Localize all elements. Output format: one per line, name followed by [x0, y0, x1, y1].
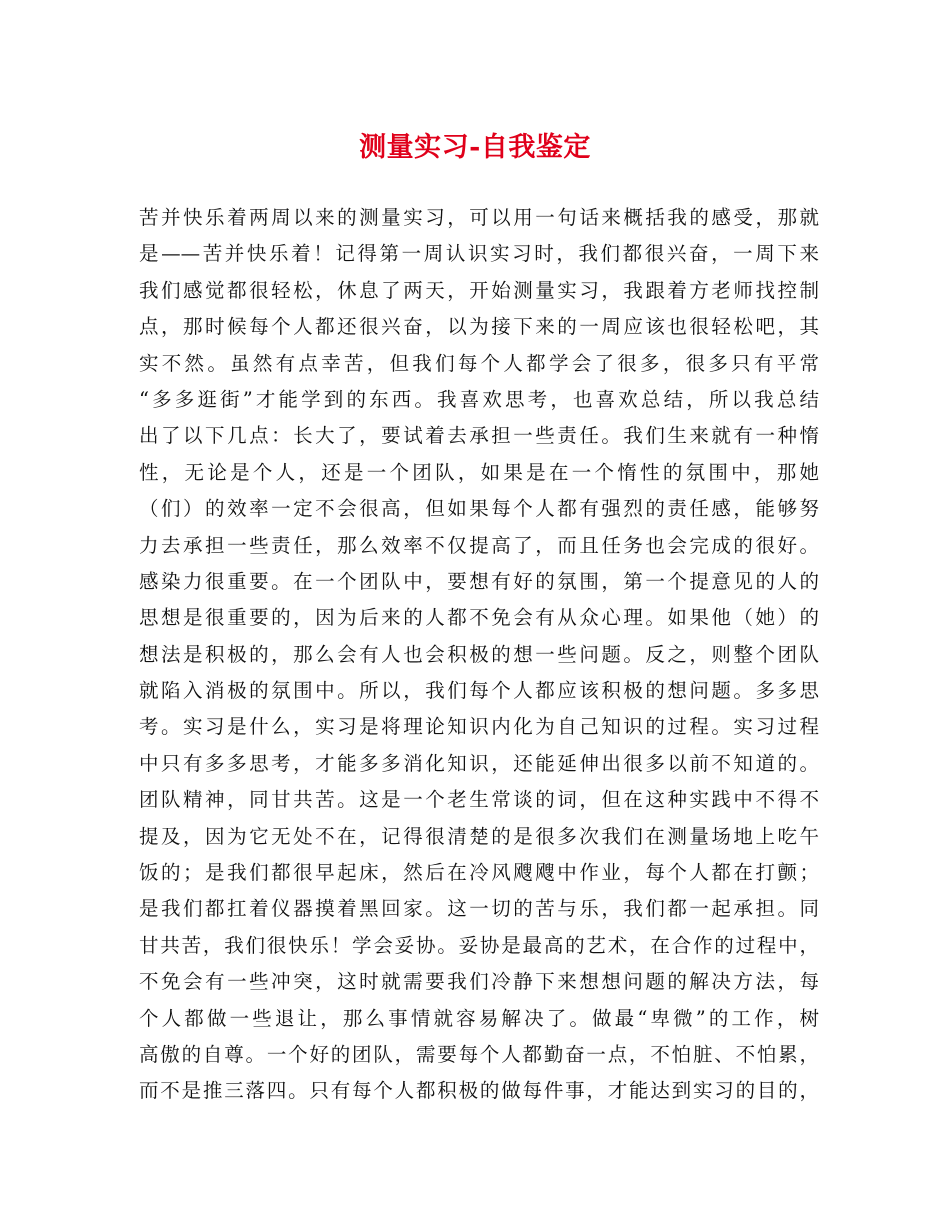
body-line: 饭的；是我们都很早起床，然后在冷风飕飕中作业，每个人都在打颤； [139, 861, 819, 885]
body-line: 而不是推三落四。只有每个人都积极的做每件事，才能达到实习的目的， [139, 1079, 819, 1103]
body-line: 甘共苦，我们很快乐！学会妥协。妥协是最高的艺术，在合作的过程中， [139, 933, 819, 957]
body-line: 提及，因为它无处不在，记得很清楚的是很多次我们在测量场地上吃午 [139, 824, 819, 848]
body-line: 不免会有一些冲突，这时就需要我们冷静下来想想问题的解决方法，每 [139, 970, 819, 994]
body-line: 团队精神，同甘共苦。这是一个老生常谈的词，但在这种实践中不得不 [139, 788, 819, 812]
body-line: 考。实习是什么，实习是将理论知识内化为自己知识的过程。实习过程 [139, 715, 819, 739]
body-line: 思想是很重要的，因为后来的人都不免会有从众心理。如果他（她）的 [139, 606, 819, 630]
body-line: 我们感觉都很轻松，休息了两天，开始测量实习，我跟着方老师找控制 [139, 278, 819, 302]
body-line: 点，那时候每个人都还很兴奋，以为接下来的一周应该也很轻松吧，其 [139, 315, 819, 339]
body-line: 中只有多多思考，才能多多消化知识，还能延伸出很多以前不知道的。 [139, 751, 819, 775]
body-line: 个人都做一些退让，那么事情就容易解决了。做最“卑微”的工作，树 [139, 1006, 819, 1030]
body-line: 就陷入消极的氛围中。所以，我们每个人都应该积极的想问题。多多思 [139, 679, 819, 703]
body-line: 感染力很重要。在一个团队中，要想有好的氛围，第一个提意见的人的 [139, 569, 819, 593]
body-line: 想法是积极的，那么会有人也会积极的想一些问题。反之，则整个团队 [139, 642, 819, 666]
body-line: 力去承担一些责任，那么效率不仅提高了，而且任务也会完成的很好。 [139, 533, 819, 557]
body-line: 是——苦并快乐着！记得第一周认识实习时，我们都很兴奋，一周下来 [139, 242, 819, 266]
body-line: “多多逛街”才能学到的东西。我喜欢思考，也喜欢总结，所以我总结 [139, 387, 819, 411]
body-line: 苦并快乐着两周以来的测量实习，可以用一句话来概括我的感受，那就 [139, 206, 819, 229]
body-line: （们）的效率一定不会很高，但如果每个人都有强烈的责任感，能够努 [139, 497, 819, 521]
body-line: 是我们都扛着仪器摸着黑回家。这一切的苦与乐，我们都一起承担。同 [139, 897, 819, 921]
body-line: 高傲的自尊。一个好的团队，需要每个人都勤奋一点，不怕脏、不怕累， [139, 1042, 819, 1066]
document-body [139, 200, 819, 1110]
body-line: 实不然。虽然有点幸苦，但我们每个人都学会了很多，很多只有平常 [139, 351, 819, 375]
body-line: 性，无论是个人，还是一个团队，如果是在一个惰性的氛围中，那她 [139, 460, 819, 484]
body-line: 出了以下几点：长大了，要试着去承担一些责任。我们生来就有一种惰 [139, 424, 819, 448]
document-title: 测量实习-自我鉴定 [359, 132, 591, 163]
